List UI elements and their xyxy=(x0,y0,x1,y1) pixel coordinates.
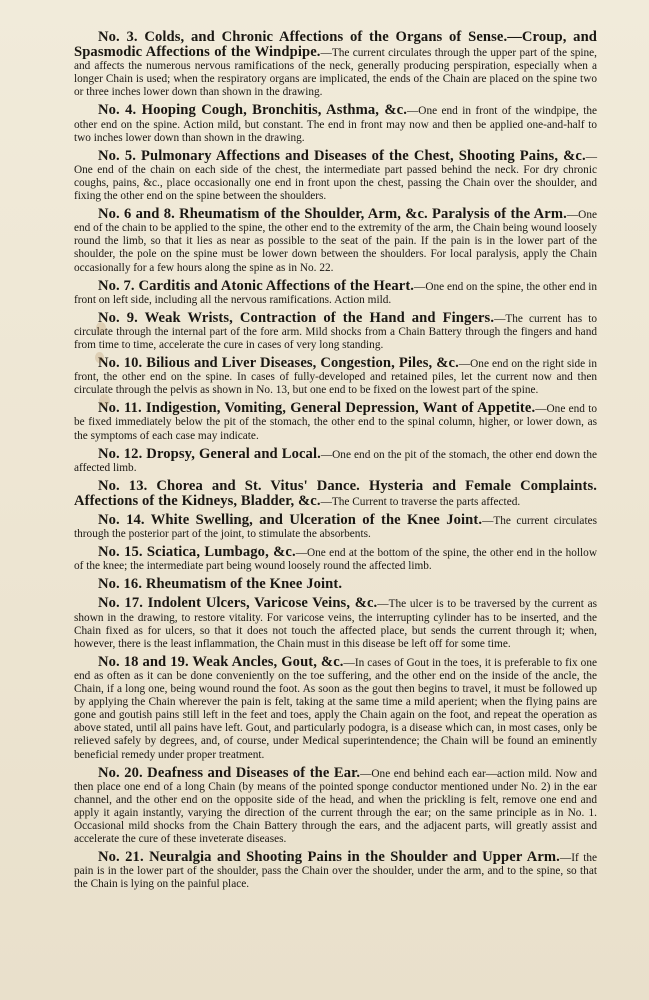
entry-body: —In cases of Gout in the toes, it is preferable to fix one end as often as it can be done conveniently on the toe suffering, and the other end on the inside of the ancle, the Chain, if a long one, being wound round the foot. As soon as the gout then begins to travel, it must be followed up by applying the Chain wherever the pain is felt, taking at the same time a mild aperient; when the flying pains are gone and goutish pains still left in the feet and toes, apply the Chain again on the foot, and repeat the operation as above stated, until all pains have left. Gout, and particularly podogra, is a disease which can, in most cases, only be relieved safely by degrees, and, of course, under Medical superintendence; the Chain will be found an eminently beneficial remedy under proper treatment. xyxy=(74,656,597,761)
entry-paragraph xyxy=(74,207,597,274)
entry-heading: No. 17. Indolent Ulcers, Varicose Veins, &c. xyxy=(98,595,378,612)
entry-paragraph xyxy=(74,596,597,650)
entry-paragraph xyxy=(74,311,597,352)
entry-paragraph xyxy=(74,655,597,762)
entry-paragraph xyxy=(74,577,597,592)
entry-paragraph xyxy=(74,103,597,144)
entry-body: —One end on the pit of the stomach, the other end down the affected limb. xyxy=(74,448,597,474)
entry-body: —One end of the chain to be applied to the spine, the other end to the extremity of the arm, the Chain being wound loosely round the limb, so that it lies as near as possible to the seat of the pain. If the pain is in the lower part of the shoulder, the pole on the spine must be lower down between the shoulders. For local paralysis, apply the Chain occasionally for a few hours along the spine as in No. 22. xyxy=(74,209,597,274)
entry-heading: No. 14. White Swelling, and Ulceration of the Knee Joint. xyxy=(98,512,483,528)
entry-paragraph xyxy=(74,513,597,541)
entry-paragraph xyxy=(74,766,597,847)
entry-heading: No. 20. Deafness and Diseases of the Ear. xyxy=(98,764,361,781)
entry-body: —The current has to circulate through the internal part of the fore arm. Mild shocks from a Chain Battery through the fingers and hand from time to time, accelerate the cure in cases of very long standing. xyxy=(74,312,597,351)
entries-list xyxy=(74,30,597,891)
entry-body: —The current circulates through the posterior part of the joint, to stimulate the absorbents. xyxy=(74,515,597,541)
entry-paragraph xyxy=(74,447,597,475)
entry-paragraph xyxy=(74,401,597,442)
entry-heading: No. 15. Sciatica, Lumbago, &c. xyxy=(98,544,296,561)
entry-paragraph xyxy=(74,850,597,891)
entry-heading: No. 6 and 8. Rheumatism of the Shoulder, Arm, &c. Paralysis of the Arm. xyxy=(98,206,567,223)
entry-paragraph xyxy=(74,279,597,307)
entry-heading: No. 9. Weak Wrists, Contraction of the Hand and Fingers. xyxy=(98,309,495,326)
entry-heading: No. 7. Carditis and Atonic Affections of the Heart. xyxy=(98,277,415,294)
entry-heading: No. 16. Rheumatism of the Knee Joint. xyxy=(98,576,343,593)
entry-body: —If the pain is in the lower part of the shoulder, pass the Chain over the shoulder, under the arm, and to the spine, so that the Chain is lying on the painful place. xyxy=(74,852,597,891)
entry-heading: No. 13. Chorea and St. Vitus' Dance. Hysteria and Female Complaints. Affections of the Kidneys, Bladder, &c. xyxy=(74,477,597,509)
entry-paragraph xyxy=(74,356,597,397)
entry-heading: No. 12. Dropsy, General and Local. xyxy=(98,445,321,462)
entry-body: —The current circulates through the upper part of the spine, and affects the numerous nervous ramifications of the neck, generally producing perspiration, especially when a longer Chain is used; when the respiratory organs are implicated, the ends of the Chain are placed on the spine two or three inches lower down than shown in the drawing. xyxy=(74,47,597,99)
entry-body: —The Current to traverse the parts affected. xyxy=(320,495,521,508)
entry-paragraph xyxy=(74,149,597,203)
entry-body: —One end to be fixed immediately below the pit of the stomach, the other end to the spinal column, higher, or lower down, as the symptoms of each case may indicate. xyxy=(74,403,597,442)
entry-paragraph xyxy=(74,545,597,573)
entry-heading: No. 4. Hooping Cough, Bronchitis, Asthma, &c. xyxy=(98,102,407,119)
entry-body: —One end on the spine, the other end in front on left side, including all the nervous ramifications. Action mild. xyxy=(74,280,597,306)
entry-heading: No. 21. Neuralgia and Shooting Pains in the Shoulder and Upper Arm. xyxy=(98,849,560,866)
entry-body: —The ulcer is to be traversed by the current as shown in the drawing, to restore vitality. For varicose veins, the interrupting cylinder has to be inserted, and the Chain fixed as for ulcers, so that it does not touch the affected place, but sends the current through it; when, however, there is the least inflammation, the Chain must in this disease be left off for some time. xyxy=(74,598,597,650)
entry-heading: No. 10. Bilious and Liver Diseases, Congestion, Piles, &c. xyxy=(98,355,459,372)
entry-heading: No. 3. Colds, and Chronic Affections of the Organs of Sense.—Croup, and Spasmodic Affections of the Windpipe. xyxy=(74,29,597,61)
entry-body: —One end of the chain on each side of the chest, the intermediate part passed behind the neck. For dry chronic coughs, pains, &c., place occasionally one end in front upon the chest, passing the Chain over the shoulder, and fixing the other end on the spine between the shoulders. xyxy=(74,150,597,203)
entry-body: —One end behind each ear—action mild. Now and then place one end of a long Chain (by means of the pointed sponge conductor mentioned under No. 2) in the ear channel, and the other end on the opposite side of the head, and when the prickling is felt, remove one end and apply it again instantly, varying the direction of the current through the ear; on the same principle as in No. 1. Occasional mild shocks from the Chain Battery through the ears, and the adjacent parts, will greatly assist and accelerate the cure of these inveterate diseases. xyxy=(74,767,597,846)
entry-paragraph xyxy=(74,479,597,509)
entry-heading: No. 11. Indigestion, Vomiting, General Depression, Want of Appetite. xyxy=(98,400,536,417)
entry-heading: No. 18 and 19. Weak Ancles, Gout, &c. xyxy=(98,653,344,670)
entry-paragraph xyxy=(74,30,597,99)
entry-heading: No. 5. Pulmonary Affections and Diseases of the Chest, Shooting Pains, &c. xyxy=(98,147,586,164)
entry-body: —One end on the right side in front, the other end on the spine. In cases of fully-developed and retained piles, let the current now and then circulate through the pelvis as shown in No. 13, but one end to be fixed on the lowest part of the spine. xyxy=(74,358,597,397)
entry-body: —One end in front of the windpipe, the other end on the spine. Action mild, but constant. The end in front may now and then be applied one-and-half to two inches lower down than shown in the drawing. xyxy=(74,105,597,144)
entry-body: —One end at the bottom of the spine, the other end in the hollow of the knee; the intermediate part being wound loosely round the affected limb. xyxy=(74,547,597,573)
